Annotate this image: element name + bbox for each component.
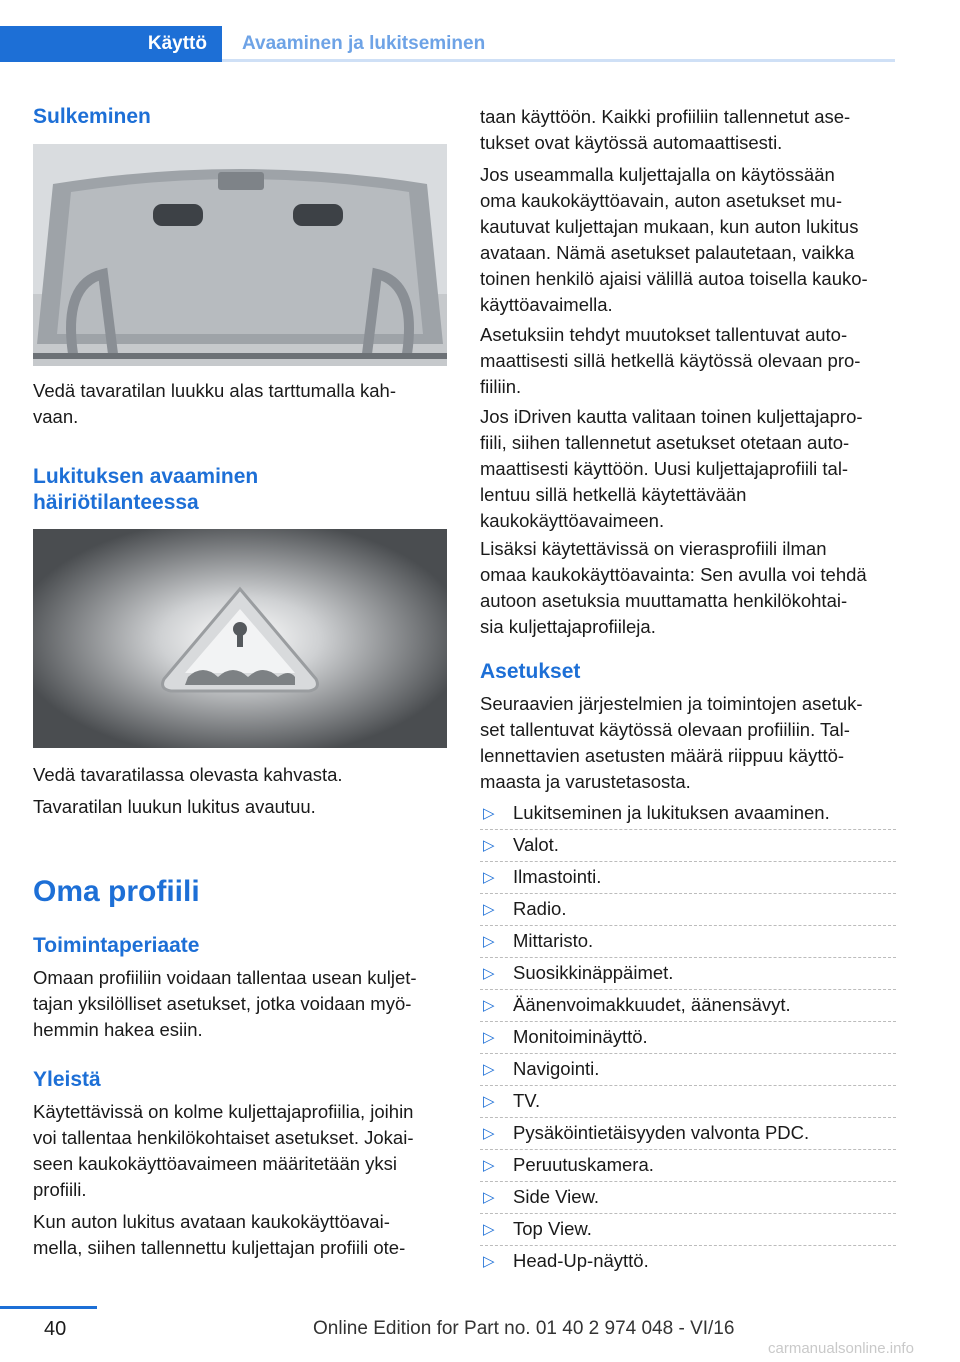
watermark: carmanualsonline.info <box>768 1340 914 1357</box>
triangle-right-icon: ▷ <box>483 1029 495 1046</box>
list-item: ▷ TV. <box>480 1088 896 1120</box>
triangle-right-icon: ▷ <box>483 869 495 886</box>
triangle-right-icon: ▷ <box>483 1189 495 1206</box>
list-item: ▷ Mittaristo. <box>480 928 896 960</box>
list-item: ▷ Lukitseminen ja lukituksen avaaminen. <box>480 800 896 832</box>
list-item: ▷ Side View. <box>480 1184 896 1216</box>
list-item: ▷ Äänenvoimakkuudet, äänensävyt. <box>480 992 896 1024</box>
triangle-right-icon: ▷ <box>483 1157 495 1174</box>
general-text-1: Käytettävissä on kolme kuljettajaprofiilia, joihin voi tallentaa henkilökohtaiset asetukset. Jokai- seen kaukokäyttöavaimeen määritetään yksi profiili. <box>33 1101 414 1200</box>
triangle-right-icon: ▷ <box>483 933 495 950</box>
triangle-right-icon: ▷ <box>483 1253 495 1270</box>
triangle-right-icon: ▷ <box>483 997 495 1014</box>
auto-save-text: Asetuksiin tehdyt muutokset tallentuvat auto- maattisesti sillä hetkellä käytössä olevaan pro- fiiliin. <box>480 324 861 397</box>
emergency-text-1: Vedä tavaratilassa olevasta kahvasta. <box>33 764 343 785</box>
edition-text: Online Edition for Part no. 01 40 2 974 048 - VI/16 <box>313 1318 735 1339</box>
settings-heading: Asetukset <box>480 660 581 683</box>
idrive-text: Jos iDriven kautta valitaan toinen kuljettajapro- fiili, siihen tallennetut asetukset otetaan auto- maattisesti käyttöön. Uusi kuljettajaprofiili tal- lentuu sillä hetkellä käytettävään kaukokäyttöavaimeen. <box>480 406 863 531</box>
list-item: ▷ Valot. <box>480 832 896 864</box>
list-item: ▷ Monitoiminäyttö. <box>480 1024 896 1056</box>
list-item: ▷ Top View. <box>480 1216 896 1248</box>
continued-text: taan käyttöön. Kaikki profiiliin tallennetut ase- tukset ovat käytössä automaattisesti. <box>480 106 851 153</box>
list-item: ▷ Suosikkinäppäimet. <box>480 960 896 992</box>
list-item: ▷ Radio. <box>480 896 896 928</box>
trunk-lid-image <box>33 144 447 366</box>
profile-heading: Oma profiili <box>33 875 200 908</box>
triangle-right-icon: ▷ <box>483 1125 495 1142</box>
list-item: ▷ Head-Up-näyttö. <box>480 1248 896 1280</box>
list-item: ▷ Pysäköintietäisyyden valvonta PDC. <box>480 1120 896 1152</box>
triangle-right-icon: ▷ <box>483 1061 495 1078</box>
closing-heading: Sulkeminen <box>33 105 151 128</box>
list-item: ▷ Peruutuskamera. <box>480 1152 896 1184</box>
settings-list <box>480 800 896 1280</box>
triangle-right-icon: ▷ <box>483 837 495 854</box>
general-heading: Yleistä <box>33 1068 101 1091</box>
guest-profile-text: Lisäksi käytettävissä on vierasprofiili ilman omaa kaukokäyttöavainta: Sen avulla voi tehdä autoon asetuksia muuttamatta henkilökohtai- sia kuljettajaprofiileja. <box>480 538 867 637</box>
emergency-heading: Lukituksen avaaminen häiriötilanteessa <box>33 465 259 514</box>
general-text-2: Kun auton lukitus avataan kaukokäyttöavai- mella, siihen tallennettu kuljettajan profiili ote- <box>33 1211 406 1258</box>
list-item: ▷ Ilmastointi. <box>480 864 896 896</box>
triangle-right-icon: ▷ <box>483 965 495 982</box>
triangle-right-icon: ▷ <box>483 901 495 918</box>
settings-text: Seuraavien järjestelmien ja toimintojen asetuk- set tallentuvat käytössä olevaan profiiliin. Tal- lennettavien asetusten määrä riippuu käyttö- maasta ja varustetasosta. <box>480 693 863 792</box>
principle-text: Omaan profiiliin voidaan tallentaa usean kuljet- tajan yksilölliset asetukset, jotka voidaan myö- hemmin hakea esiin. <box>33 967 417 1040</box>
triangle-right-icon: ▷ <box>483 1093 495 1110</box>
principle-heading: Toimintaperiaate <box>33 934 200 957</box>
emergency-handle-image <box>33 529 447 748</box>
footer-accent-line <box>0 1306 97 1309</box>
triangle-right-icon: ▷ <box>483 1221 495 1238</box>
chapter-tab: Avaaminen ja lukitseminen <box>222 26 895 62</box>
page-header <box>0 26 895 62</box>
section-tab: Käyttö <box>0 26 222 62</box>
triangle-right-icon: ▷ <box>483 805 495 822</box>
multi-driver-text: Jos useammalla kuljettajalla on käytössään oma kaukokäyttöavain, auton asetukset mu- kautuvat kuljettajan mukaan, kun auton lukitus avataan. Nämä asetukset palautetaan, vaikka toinen henkilö ajaisi välillä autoa toisella kauko- käyttöavaimella. <box>480 164 868 315</box>
closing-text: Vedä tavaratilan luukku alas tarttumalla kah- vaan. <box>33 380 397 427</box>
page-number: 40 <box>44 1318 67 1340</box>
emergency-text-2: Tavaratilan luukun lukitus avautuu. <box>33 796 316 817</box>
list-item: ▷ Navigointi. <box>480 1056 896 1088</box>
